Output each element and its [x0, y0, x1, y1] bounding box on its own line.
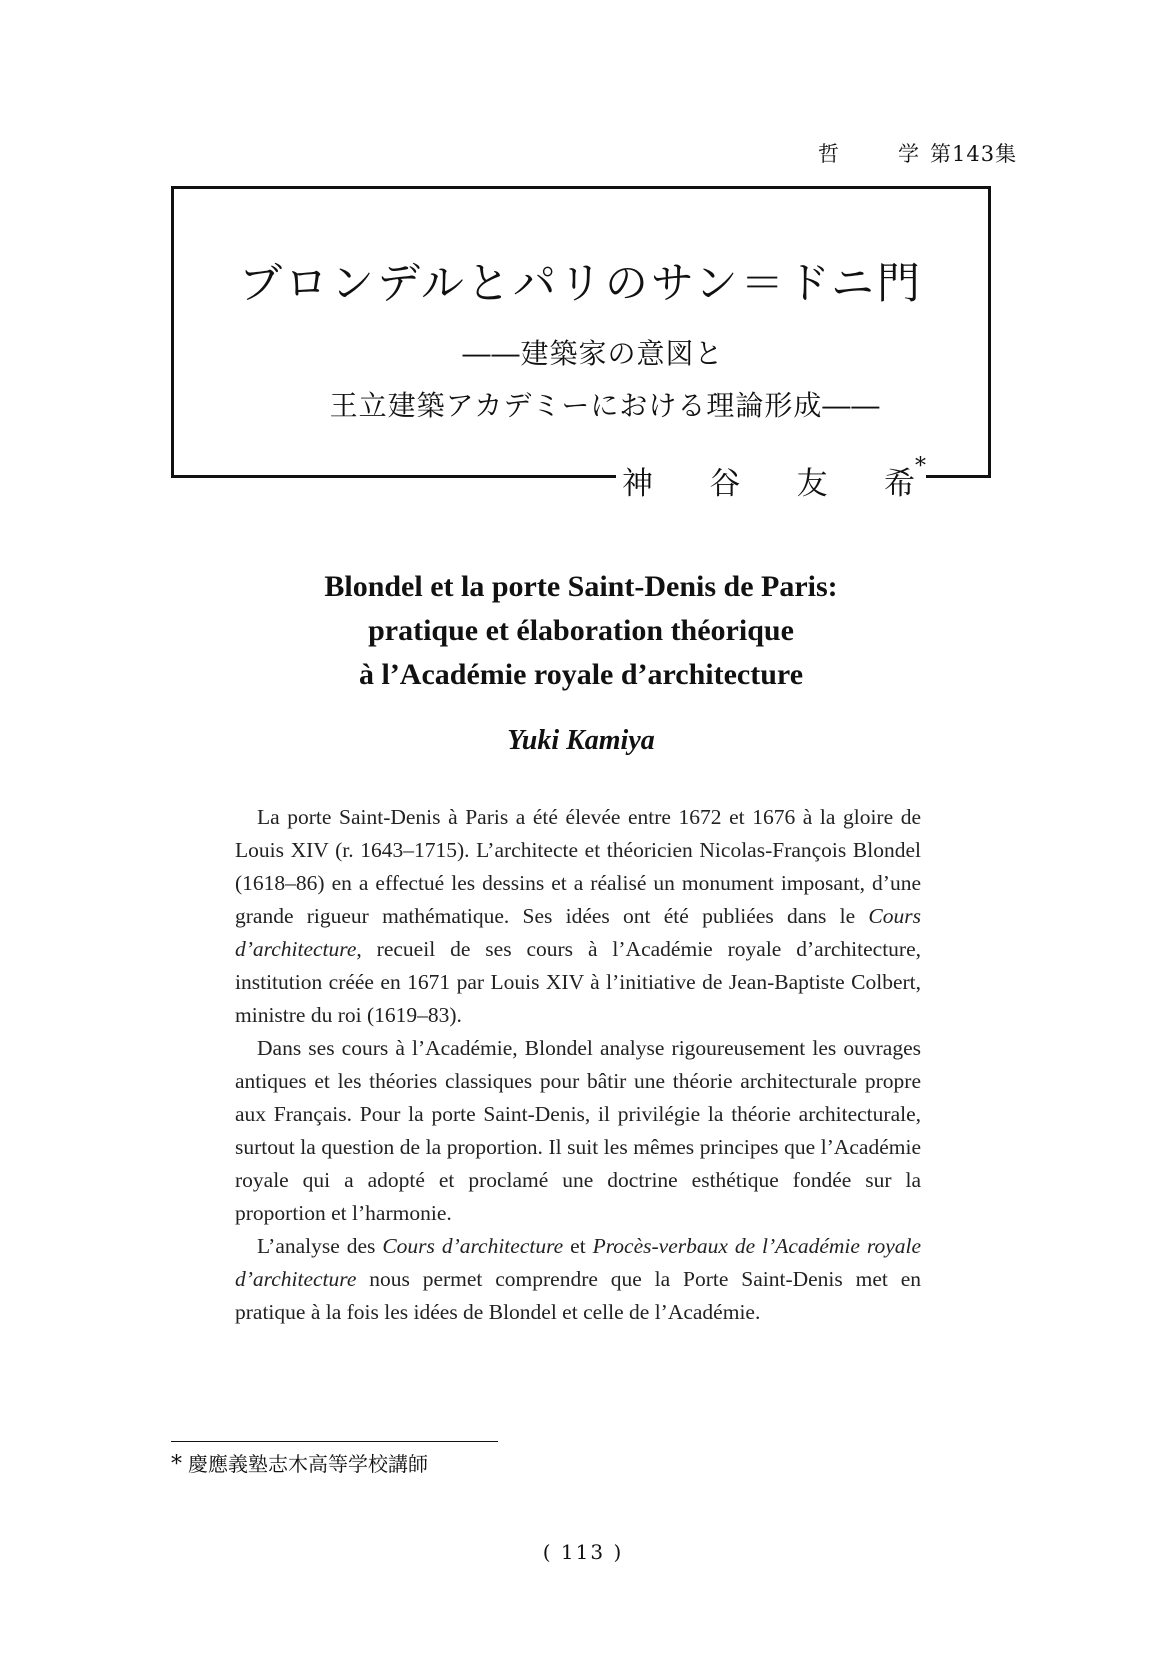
author-char-2: 谷 [709, 466, 741, 502]
abstract-paragraph-2: Dans ses cours à l’Académie, Blondel analyse rigoureusement les ouvrages antiques et les théories classiques pour bâtir une théorie architecturale propre aux Français. Pour la porte Saint-Denis, il privilégie la théorie architecturale, surtout la question de la proportion. Il suit les mêmes principes que l’Académie royale qui a adopté et proclamé une doctrine esthétique fondée sur la proportion et l’harmonie. [235, 1036, 921, 1225]
french-title-line3: à l’Académie royale d’architecture [358, 658, 804, 691]
journal-name-part1: 哲 [818, 142, 840, 166]
french-title [171, 565, 991, 697]
book-title: Procès-verbaux de l’Académie royale d’architecture [235, 1234, 922, 1291]
japanese-title: ブロンデルとパリのサン＝ドニ門 [239, 259, 923, 309]
author-footnote-mark: * [914, 454, 926, 479]
author-char-1: 神 [622, 466, 653, 502]
abstract [235, 801, 921, 1329]
footnote-rule [171, 1441, 498, 1442]
french-title-line2: pratique et élaboration théorique [368, 614, 794, 647]
journal-header [818, 138, 1048, 168]
book-title: Cours d’architecture [235, 904, 921, 961]
author-char-3: 友 [796, 466, 828, 502]
title-frame-bottom-right [926, 475, 991, 478]
footnote-mark: * [171, 1452, 182, 1477]
author-char-4: 希* [883, 454, 926, 502]
author-name-latin: Yuki Kamiya [507, 725, 655, 756]
japanese-subtitle-line1: ――建築家の意図と [462, 337, 724, 370]
footnote-text: 慶應義塾志木高等学校講師 [188, 1452, 428, 1476]
journal-name-part2: 学 [898, 142, 920, 166]
page-number: ( 113 ) [542, 1540, 624, 1564]
abstract-paragraph-3: L’analyse des Cours d’architecture et Procès-verbaux de l’Académie royale d’architecture nous permet comprendre que la Porte Saint-Denis met en pratique à la fois les idées de Blondel et celle de l’Académie. [235, 1234, 922, 1324]
japanese-subtitle-line2: 王立建築アカデミーにおける理論形成―― [329, 389, 881, 422]
journal-volume: 第143集 [930, 142, 1018, 166]
title-frame-bottom-left [171, 475, 616, 478]
book-title: Cours d’architecture [382, 1234, 564, 1258]
footnote [171, 1448, 428, 1477]
abstract-paragraph-1: La porte Saint-Denis à Paris a été élevée entre 1672 et 1676 à la gloire de Louis XIV (r. 1643–1715). L’architecte et théoricien Nicolas-François Blondel (1618–86) en a effectué les dessins et a réalisé un monument imposant, d’une grande rigueur mathématique. Ses idées ont été publiées dans le Cours d’architecture, recueil de ses cours à l’Académie royale d’architecture, institution créée en 1671 par Louis XIV à l’initiative de Jean-Baptiste Colbert, ministre du roi (1619–83). [235, 805, 921, 1027]
french-title-line1: Blondel et la porte Saint-Denis de Paris: [324, 570, 838, 603]
japanese-author [622, 454, 926, 503]
